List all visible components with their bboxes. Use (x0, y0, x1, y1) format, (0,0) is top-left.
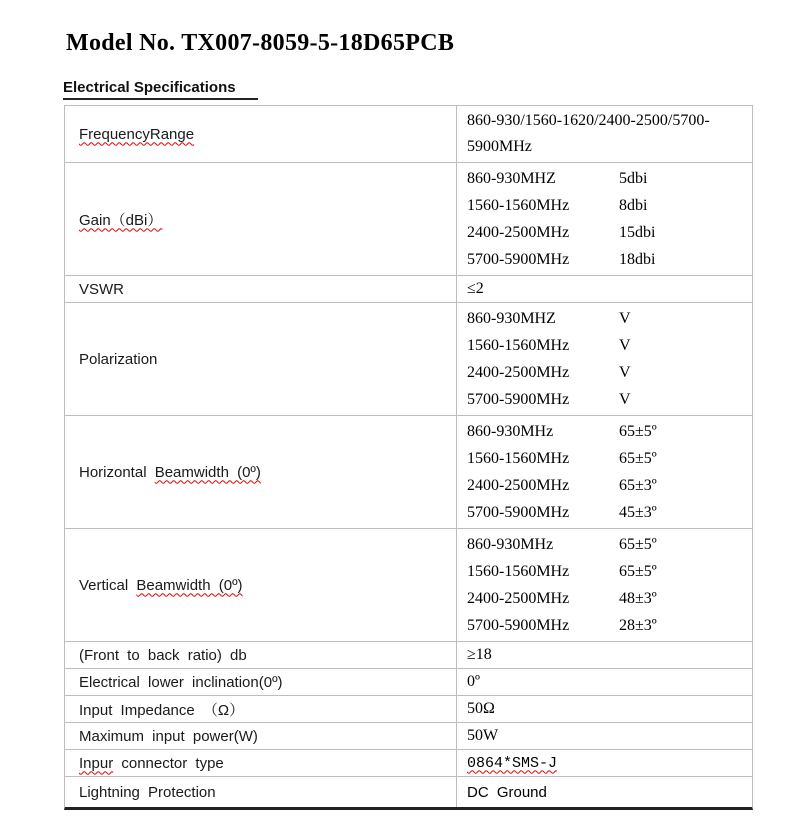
band-label: 860-930MHz (467, 536, 554, 553)
value-line (467, 418, 744, 445)
spec-value (456, 777, 752, 807)
section-heading (63, 79, 800, 100)
spec-label-text (79, 755, 224, 772)
spec-label-text (79, 126, 194, 143)
band-value: 65±3º (619, 477, 657, 494)
table-row-frequency-range (65, 106, 752, 163)
spec-label-text (79, 281, 124, 298)
label-misspelled: Inpur (79, 754, 114, 772)
band-label: 860-930MHZ (467, 310, 556, 327)
spec-label (65, 529, 456, 641)
spec-label-text (79, 209, 162, 230)
label-pre: Maximum input power(W) (79, 727, 258, 745)
table-row-gain (65, 163, 752, 276)
spec-label (65, 777, 456, 807)
table-row-input-connector-type (65, 750, 752, 777)
band-label: 2400-2500MHz (467, 364, 570, 381)
band-label: 1560-1560MHz (467, 337, 570, 354)
band-label: 5700-5900MHz (467, 251, 570, 268)
band-value: 18dbi (619, 251, 656, 268)
spec-label (65, 163, 456, 275)
value-line (467, 612, 744, 639)
spec-value-text: 0864*SMS-J (467, 754, 558, 772)
spec-value-text: ≤2 (467, 280, 484, 297)
band-value: 65±5º (619, 536, 657, 553)
label-pre: Polarization (79, 350, 158, 368)
spec-value-text: 860-930/1560-1620/2400-2500/5700-5900MHz (467, 112, 710, 155)
label-pre: Vertical (79, 576, 137, 594)
spec-value (456, 276, 752, 302)
spec-value-text: 50W (467, 727, 499, 744)
value-line (467, 585, 744, 612)
spec-label (65, 276, 456, 302)
spec-label (65, 723, 456, 749)
spec-label (65, 669, 456, 695)
value-line (467, 472, 744, 499)
band-value: 28±3º (619, 617, 657, 634)
band-value: 65±5º (619, 423, 657, 440)
table-row-electrical-lower-inclination (65, 669, 752, 696)
value-line (467, 359, 744, 386)
spec-label (65, 750, 456, 776)
value-line (467, 305, 744, 332)
band-value: V (619, 364, 631, 381)
table-row-horizontal-beamwidth (65, 416, 752, 529)
band-value: 65±5º (619, 450, 657, 467)
band-value: 45±3º (619, 504, 657, 521)
spec-value (456, 416, 752, 528)
section-heading-text: Electrical Specifications (63, 79, 258, 100)
table-row-polarization (65, 303, 752, 416)
spec-label-text (79, 728, 258, 745)
table-row-input-impedance (65, 696, 752, 723)
label-misspelled: Gain（dBi） (79, 211, 163, 229)
spec-label-text (79, 351, 157, 368)
spec-value (456, 669, 752, 695)
spec-value-text: DC Ground (467, 783, 547, 801)
band-value: 65±5º (619, 563, 657, 580)
value-line (467, 386, 744, 413)
spec-label (65, 642, 456, 668)
spec-value (456, 529, 752, 641)
label-pre: Input Impedance （Ω） (79, 701, 245, 719)
table-row-lightning-protection (65, 777, 752, 807)
value-line (467, 499, 744, 526)
label-pre: Electrical lower inclination(0º) (79, 673, 283, 691)
value-line (467, 246, 744, 273)
spec-label-text (79, 464, 261, 481)
band-label: 860-930MHZ (467, 170, 556, 187)
label-post: connector type (113, 754, 224, 772)
band-label: 860-930MHz (467, 423, 554, 440)
band-value: 8dbi (619, 197, 648, 214)
label-pre: VSWR (79, 280, 124, 298)
spec-label-text (79, 784, 216, 801)
band-label: 2400-2500MHz (467, 224, 570, 241)
spec-label (65, 303, 456, 415)
spec-label-text (79, 577, 243, 594)
band-value: 5dbi (619, 170, 648, 187)
label-pre: Lightning Protection (79, 783, 216, 801)
spec-label (65, 416, 456, 528)
spec-label-text (79, 647, 247, 664)
spec-table (64, 105, 753, 810)
band-label: 1560-1560MHz (467, 563, 570, 580)
table-row-maximum-input-power (65, 723, 752, 750)
band-label: 2400-2500MHz (467, 590, 570, 607)
spec-value (456, 750, 752, 776)
value-line (467, 332, 744, 359)
label-misspelled: FrequencyRange (79, 125, 195, 143)
band-label: 5700-5900MHz (467, 617, 570, 634)
value-line (467, 531, 744, 558)
band-value: 48±3º (619, 590, 657, 607)
spec-value-text: 50Ω (467, 700, 495, 717)
band-value: V (619, 391, 631, 408)
spec-value (456, 303, 752, 415)
value-line (467, 445, 744, 472)
label-pre: (Front to back ratio) db (79, 646, 247, 664)
value-line (467, 192, 744, 219)
band-value: V (619, 337, 631, 354)
document-page (0, 30, 800, 830)
table-row-vswr (65, 276, 752, 303)
spec-label-text (79, 674, 283, 691)
label-misspelled: Beamwidth (0º) (136, 576, 243, 594)
band-label: 5700-5900MHz (467, 391, 570, 408)
table-row-front-to-back-ratio (65, 642, 752, 669)
spec-value (456, 642, 752, 668)
spec-value-text: 0º (467, 673, 480, 690)
table-row-vertical-beamwidth (65, 529, 752, 642)
spec-value (456, 696, 752, 722)
page-title: Model No. TX007-8059-5-18D65PCB (66, 30, 455, 56)
label-misspelled: Beamwidth (0º) (154, 463, 261, 481)
band-label: 5700-5900MHz (467, 504, 570, 521)
band-value: 15dbi (619, 224, 656, 241)
value-line (467, 165, 744, 192)
value-line (467, 219, 744, 246)
spec-value (456, 723, 752, 749)
label-pre: Horizontal (79, 463, 155, 481)
band-value: V (619, 310, 631, 327)
spec-label (65, 106, 456, 162)
band-label: 2400-2500MHz (467, 477, 570, 494)
spec-value (456, 106, 752, 162)
value-line (467, 558, 744, 585)
spec-value-text: ≥18 (467, 646, 492, 663)
band-label: 1560-1560MHz (467, 197, 570, 214)
band-label: 1560-1560MHz (467, 450, 570, 467)
spec-label-text (79, 699, 244, 720)
spec-label (65, 696, 456, 722)
spec-value (456, 163, 752, 275)
